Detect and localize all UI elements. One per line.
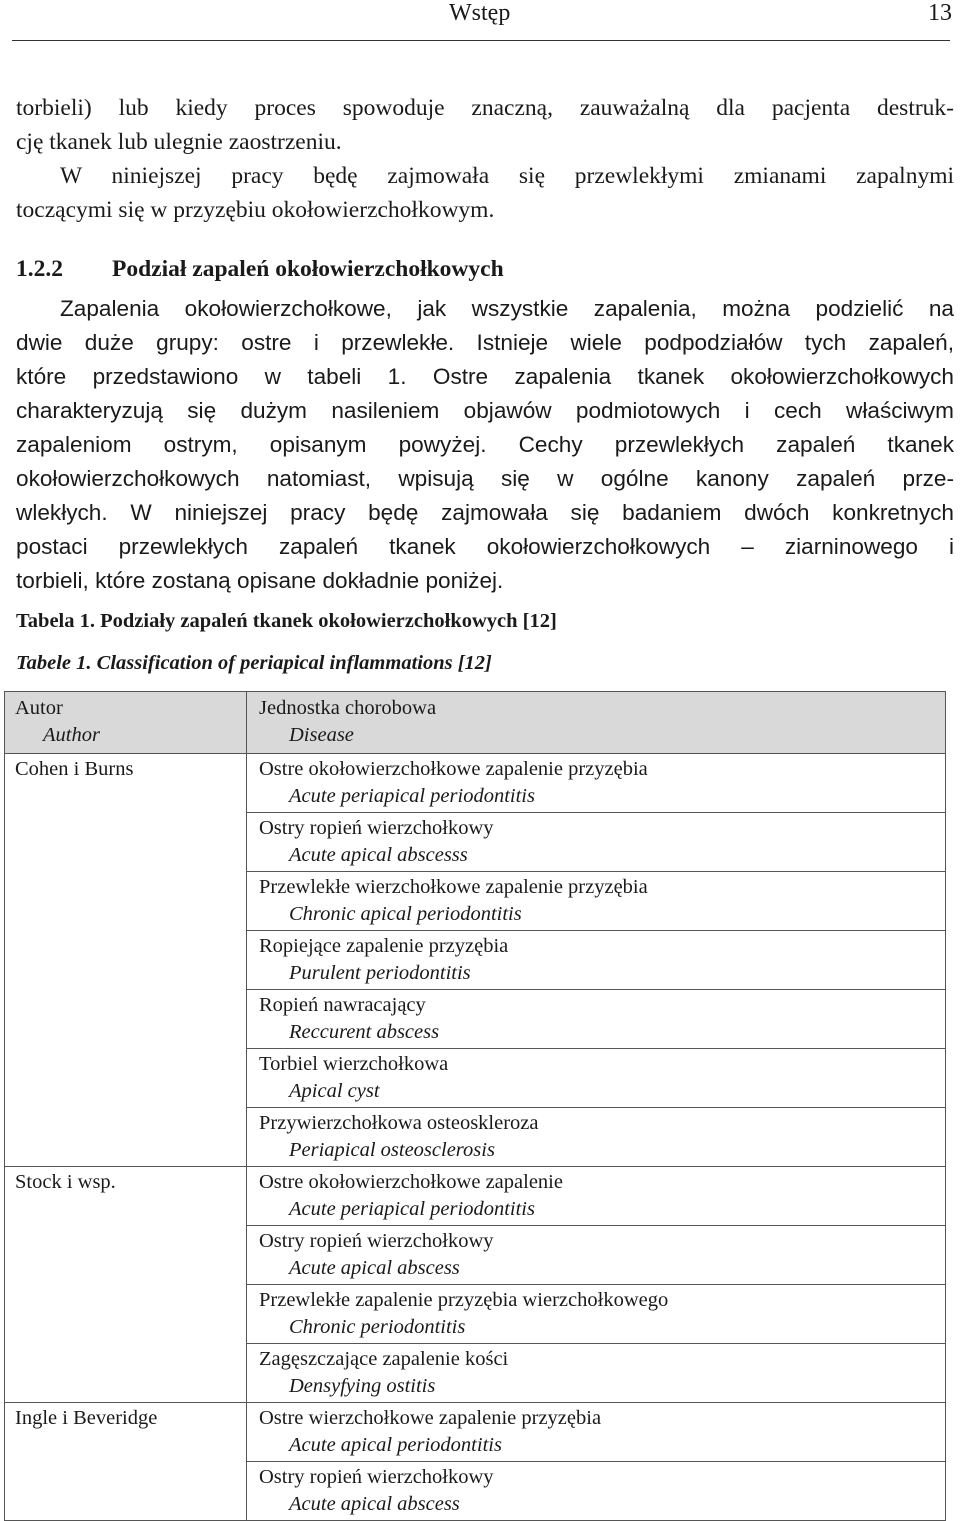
page-header bbox=[0, 0, 960, 42]
disease-name-pl: Ostre wierzchołkowe zapalenie przyzębia bbox=[259, 1407, 602, 1429]
disease-cell bbox=[247, 1285, 946, 1344]
disease-name-pl: Przewlekłe wierzchołkowe zapalenie przyzębia bbox=[259, 876, 648, 898]
running-title: Wstęp bbox=[449, 0, 511, 26]
author-name: Stock i wsp. bbox=[15, 1171, 116, 1193]
disease-name-pl: Ostry ropień wierzchołkowy bbox=[259, 1466, 494, 1488]
disease-cell bbox=[247, 1344, 946, 1403]
disease-name-pl: Ostry ropień wierzchołkowy bbox=[259, 1230, 494, 1252]
disease-name-en: Purulent periodontitis bbox=[289, 962, 471, 984]
disease-name-en: Periapical osteosclerosis bbox=[289, 1139, 495, 1161]
classification-paragraph bbox=[16, 292, 954, 598]
disease-name-en: Chronic apical periodontitis bbox=[289, 903, 522, 925]
table-row bbox=[5, 1403, 946, 1462]
header-rule bbox=[12, 40, 950, 41]
text-line: cję tkanek lub ulegnie zaostrzeniu. bbox=[16, 129, 342, 155]
author-cell bbox=[5, 1167, 247, 1403]
section-title: Podział zapaleń okołowierzchołkowych bbox=[112, 256, 504, 282]
disease-name-pl: Przewlekłe zapalenie przyzębia wierzchołkowego bbox=[259, 1289, 669, 1311]
text-line: charakteryzują się dużym nasileniem objawów podmiotowych i cech właściwym bbox=[16, 398, 954, 423]
table-row bbox=[5, 754, 946, 813]
disease-name-pl: Torbiel wierzchołkowa bbox=[259, 1053, 449, 1075]
disease-name-en: Acute apical abscess bbox=[289, 1257, 460, 1279]
table-caption-pl: Tabela 1. Podziały zapaleń tkanek okołowierzchołkowych [12] bbox=[16, 610, 557, 632]
disease-cell bbox=[247, 1226, 946, 1285]
disease-name-en: Acute periapical periodontitis bbox=[289, 785, 535, 807]
page-number: 13 bbox=[928, 0, 952, 26]
author-header-pl: Autor bbox=[15, 697, 63, 719]
text-line: torbieli, które zostaną opisane dokładnie poniżej. bbox=[16, 568, 504, 593]
disease-cell bbox=[247, 1462, 946, 1521]
author-cell bbox=[5, 754, 247, 1167]
author-name: Cohen i Burns bbox=[15, 758, 134, 780]
disease-name-en: Acute periapical periodontitis bbox=[289, 1198, 535, 1220]
text-line: okołowierzchołkowych natomiast, wpisują się w ogólne kanony zapaleń prze- bbox=[16, 466, 954, 491]
text-line: W niniejszej pracy będę zajmowała się przewlekłymi zmianami zapalnymi bbox=[60, 163, 954, 189]
disease-name-en: Acute apical periodontitis bbox=[289, 1434, 502, 1456]
disease-name-en: Acute apical abscesss bbox=[289, 844, 468, 866]
disease-cell bbox=[247, 990, 946, 1049]
disease-header-cell bbox=[247, 692, 946, 754]
author-name: Ingle i Beveridge bbox=[15, 1407, 158, 1429]
text-line: Zapalenia okołowierzchołkowe, jak wszystkie zapalenia, można podzielić na bbox=[60, 296, 954, 321]
disease-name-pl: Ostre okołowierzchołkowe zapalenie przyzębia bbox=[259, 758, 648, 780]
disease-name-en: Chronic periodontitis bbox=[289, 1316, 466, 1338]
table-caption-en: Tabele 1. Classification of periapical inflammations [12] bbox=[16, 652, 492, 674]
section-heading bbox=[16, 254, 954, 284]
author-header-en: Author bbox=[43, 724, 100, 746]
author-cell bbox=[5, 1403, 247, 1521]
disease-name-pl: Ostre okołowierzchołkowe zapalenie bbox=[259, 1171, 563, 1193]
author-header-cell bbox=[5, 692, 247, 754]
disease-name-pl: Ropiejące zapalenie przyzębia bbox=[259, 935, 509, 957]
disease-cell bbox=[247, 1403, 946, 1462]
intro-paragraph bbox=[16, 91, 954, 227]
disease-header-pl: Jednostka chorobowa bbox=[259, 697, 437, 719]
disease-name-pl: Ropień nawracający bbox=[259, 994, 426, 1016]
disease-name-pl: Ostry ropień wierzchołkowy bbox=[259, 817, 494, 839]
text-line: toczącymi się w przyzębiu okołowierzchołkowym. bbox=[16, 197, 495, 223]
text-line: wlekłych. W niniejszej pracy będę zajmowała się badaniem dwóch konkretnych bbox=[16, 500, 954, 525]
disease-name-en: Densyfying ostitis bbox=[289, 1375, 436, 1397]
text-line: torbieli) lub kiedy proces spowoduje znaczną, zauważalną dla pacjenta destruk- bbox=[16, 95, 954, 121]
disease-cell bbox=[247, 754, 946, 813]
text-line: dwie duże grupy: ostre i przewlekłe. Istnieje wiele podpodziałów tych zapaleń, bbox=[16, 330, 954, 355]
disease-name-en: Acute apical abscess bbox=[289, 1493, 460, 1515]
disease-cell bbox=[247, 1108, 946, 1167]
disease-name-pl: Przywierzchołkowa osteoskleroza bbox=[259, 1112, 539, 1134]
text-line: zapaleniom ostrym, opisanym powyżej. Cechy przewlekłych zapaleń tkanek bbox=[16, 432, 954, 457]
disease-cell bbox=[247, 872, 946, 931]
section-number: 1.2.2 bbox=[16, 256, 63, 282]
disease-cell bbox=[247, 931, 946, 990]
text-line: postaci przewlekłych zapaleń tkanek okołowierzchołkowych – ziarninowego i bbox=[16, 534, 954, 559]
disease-name-pl: Zagęszczające zapalenie kości bbox=[259, 1348, 509, 1370]
table-header-row bbox=[5, 692, 946, 754]
disease-name-en: Reccurent abscess bbox=[289, 1021, 440, 1043]
classification-table bbox=[4, 691, 946, 1521]
disease-header-en: Disease bbox=[289, 724, 354, 746]
table-row bbox=[5, 1167, 946, 1226]
disease-cell bbox=[247, 1167, 946, 1226]
text-line: które przedstawiono w tabeli 1. Ostre zapalenia tkanek okołowierzchołkowych bbox=[16, 364, 954, 389]
disease-name-en: Apical cyst bbox=[289, 1080, 380, 1102]
disease-cell bbox=[247, 813, 946, 872]
disease-cell bbox=[247, 1049, 946, 1108]
